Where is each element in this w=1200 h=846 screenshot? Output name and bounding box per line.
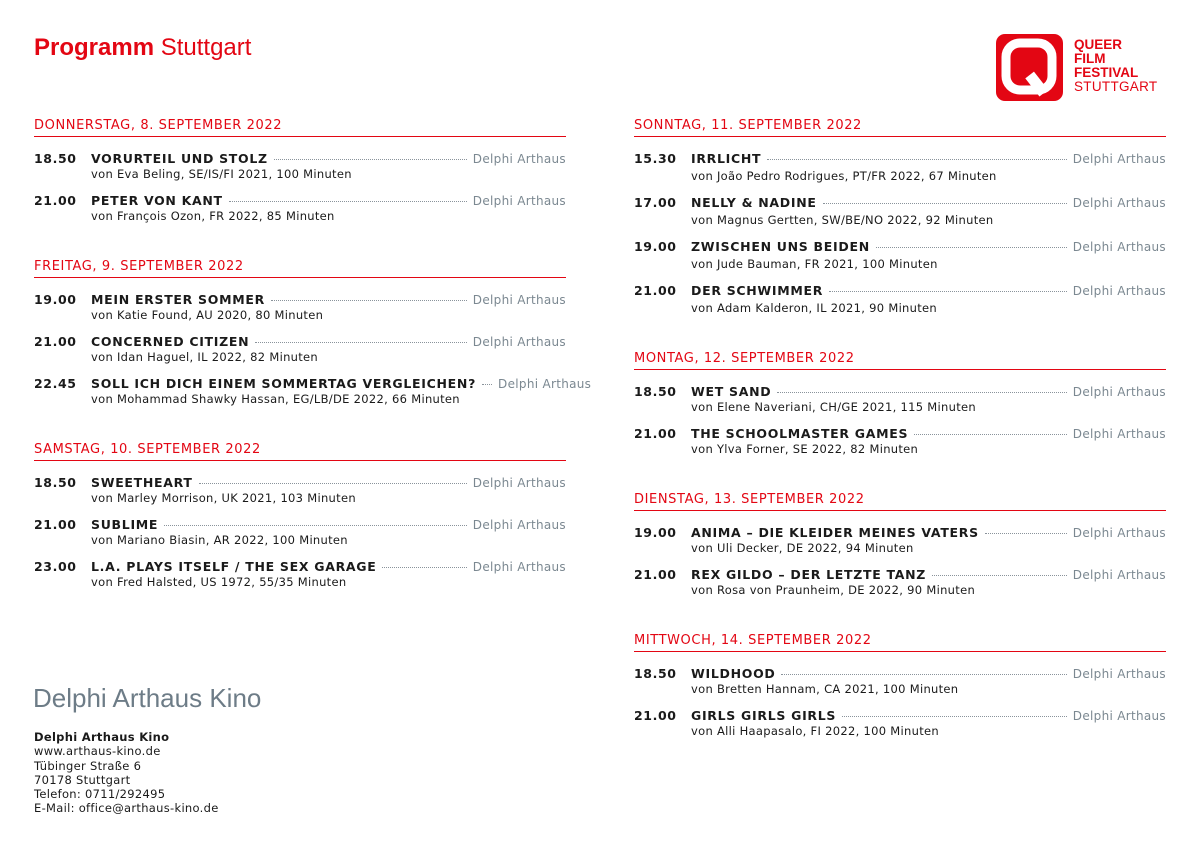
screening-entry bbox=[634, 567, 1166, 609]
screening-time: 17.00 bbox=[634, 195, 677, 210]
screening-time: 19.00 bbox=[634, 239, 677, 254]
day-section bbox=[634, 492, 1166, 609]
screening-entry bbox=[34, 475, 566, 517]
film-info: von Idan Haguel, IL 2022, 82 Minuten bbox=[91, 350, 319, 364]
day-section bbox=[634, 633, 1166, 750]
film-title: DER SCHWIMMER bbox=[691, 283, 824, 298]
venue-website[interactable]: www.arthaus-kino.de bbox=[34, 744, 161, 759]
festival-logo bbox=[996, 34, 1172, 104]
screening-title-row bbox=[691, 239, 1166, 254]
screening-entry bbox=[34, 334, 566, 376]
page-title-light: Stuttgart bbox=[160, 34, 252, 61]
venue-email[interactable]: E-Mail: office@arthaus-kino.de bbox=[34, 801, 219, 816]
day-header: MITTWOCH, 14. SEPTEMBER 2022 bbox=[634, 633, 1166, 652]
page-title-bold: Programm bbox=[34, 34, 155, 61]
day-header: SONNTAG, 11. SEPTEMBER 2022 bbox=[634, 118, 1166, 137]
day-header: SAMSTAG, 10. SEPTEMBER 2022 bbox=[34, 442, 566, 461]
screening-time: 21.00 bbox=[34, 517, 77, 532]
dotted-leader bbox=[229, 201, 467, 202]
screening-entry bbox=[634, 426, 1166, 468]
dotted-leader bbox=[777, 392, 1066, 393]
film-info: von Mariano Biasin, AR 2022, 100 Minuten bbox=[91, 533, 348, 547]
film-title: IRRLICHT bbox=[691, 151, 762, 166]
venue-name: Delphi Arthaus bbox=[1072, 152, 1166, 166]
film-title: ZWISCHEN UNS BEIDEN bbox=[691, 239, 870, 254]
screening-title-row bbox=[91, 193, 566, 208]
venue-name: Delphi Arthaus bbox=[1072, 709, 1166, 723]
screening-title-row bbox=[691, 151, 1166, 166]
day-section bbox=[34, 442, 566, 601]
screening-time: 21.00 bbox=[634, 426, 677, 441]
screening-time: 21.00 bbox=[34, 193, 77, 208]
film-info: von Elene Naveriani, CH/GE 2021, 115 Minuten bbox=[691, 400, 976, 414]
screening-time: 21.00 bbox=[634, 567, 677, 582]
dotted-leader bbox=[271, 300, 467, 301]
film-title: L.A. PLAYS ITSELF / THE SEX GARAGE bbox=[91, 559, 377, 574]
venue-name: Delphi Arthaus bbox=[472, 335, 566, 349]
venue-name: Delphi Arthaus bbox=[472, 476, 566, 490]
film-info: von Alli Haapasalo, FI 2022, 100 Minuten bbox=[691, 724, 939, 738]
screening-time: 19.00 bbox=[34, 292, 77, 307]
screening-entry bbox=[634, 666, 1166, 708]
film-info: von Adam Kalderon, IL 2021, 90 Minuten bbox=[691, 301, 938, 315]
venue-name: Delphi Arthaus bbox=[472, 518, 566, 532]
venue-name: Delphi Arthaus bbox=[1072, 667, 1166, 681]
screening-entry bbox=[634, 384, 1166, 426]
day-section bbox=[634, 118, 1166, 327]
screening-title-row bbox=[691, 384, 1166, 399]
film-title: ANIMA – DIE KLEIDER MEINES VATERS bbox=[691, 525, 979, 540]
film-title: VORURTEIL UND STOLZ bbox=[91, 151, 268, 166]
logo-line-film: FILM bbox=[1074, 51, 1106, 66]
venue-name: Delphi Arthaus bbox=[1072, 284, 1166, 298]
screening-time: 19.00 bbox=[634, 525, 677, 540]
film-info: von Katie Found, AU 2020, 80 Minuten bbox=[91, 308, 324, 322]
venue-name: Delphi Arthaus bbox=[472, 560, 566, 574]
screening-title-row bbox=[691, 525, 1166, 540]
screening-time: 18.50 bbox=[634, 666, 677, 681]
film-info: von Jude Bauman, FR 2021, 100 Minuten bbox=[691, 257, 938, 271]
screening-title-row bbox=[691, 195, 1166, 210]
screening-entry bbox=[34, 376, 592, 418]
screening-time: 21.00 bbox=[634, 708, 677, 723]
dotted-leader bbox=[829, 291, 1067, 292]
film-info: von Mohammad Shawky Hassan, EG/LB/DE 2022, 66 Minuten bbox=[91, 392, 460, 406]
film-title: WILDHOOD bbox=[691, 666, 776, 681]
logo-line-festival: FESTIVAL bbox=[1074, 65, 1139, 80]
dotted-leader bbox=[781, 674, 1066, 675]
venue-name: Delphi Arthaus bbox=[472, 293, 566, 307]
screening-time: 18.50 bbox=[34, 151, 77, 166]
venue-address bbox=[34, 730, 219, 816]
dotted-leader bbox=[767, 159, 1067, 160]
screening-title-row bbox=[691, 567, 1166, 582]
screening-entry bbox=[634, 708, 1166, 750]
venue-name: Delphi Arthaus bbox=[472, 194, 566, 208]
venue-name: Delphi Arthaus bbox=[1072, 196, 1166, 210]
q-logo-icon bbox=[996, 34, 1063, 101]
film-title: CONCERNED CITIZEN bbox=[91, 334, 250, 349]
film-info: von Magnus Gertten, SW/BE/NO 2022, 92 Minuten bbox=[691, 213, 994, 227]
screening-time: 21.00 bbox=[634, 283, 677, 298]
screening-entry bbox=[634, 283, 1166, 327]
dotted-leader bbox=[985, 533, 1067, 534]
screening-title-row bbox=[691, 283, 1166, 298]
venue-name: Delphi Arthaus bbox=[498, 377, 592, 391]
film-title: SOLL ICH DICH EINEM SOMMERTAG VERGLEICHEN? bbox=[91, 376, 477, 391]
screening-entry bbox=[634, 239, 1166, 283]
dotted-leader bbox=[914, 434, 1067, 435]
screening-title-row bbox=[91, 475, 566, 490]
screening-title-row bbox=[691, 426, 1166, 441]
dotted-leader bbox=[823, 203, 1067, 204]
film-title: GIRLS GIRLS GIRLS bbox=[691, 708, 837, 723]
film-info: von Uli Decker, DE 2022, 94 Minuten bbox=[691, 541, 914, 555]
film-title: WET SAND bbox=[691, 384, 772, 399]
venue-name: Delphi Arthaus Kino bbox=[34, 730, 170, 744]
film-title: MEIN ERSTER SOMMER bbox=[91, 292, 265, 307]
screening-time: 18.50 bbox=[34, 475, 77, 490]
day-section bbox=[34, 259, 592, 418]
screening-title-row bbox=[91, 559, 566, 574]
logo-line-queer: QUEER bbox=[1074, 37, 1123, 52]
page-title bbox=[34, 34, 251, 62]
film-info: von Rosa von Praunheim, DE 2022, 90 Minuten bbox=[691, 583, 976, 597]
venue-name: Delphi Arthaus bbox=[1072, 526, 1166, 540]
dotted-leader bbox=[876, 247, 1067, 248]
screening-entry bbox=[34, 151, 566, 193]
venue-name: Delphi Arthaus bbox=[472, 152, 566, 166]
venue-city: 70178 Stuttgart bbox=[34, 772, 131, 787]
film-title: PETER VON KANT bbox=[91, 193, 223, 208]
day-header: FREITAG, 9. SEPTEMBER 2022 bbox=[34, 259, 566, 278]
screening-title-row bbox=[91, 376, 592, 391]
screening-entry bbox=[34, 517, 566, 559]
venue-name: Delphi Arthaus bbox=[1072, 385, 1166, 399]
dotted-leader bbox=[382, 567, 466, 568]
day-section bbox=[634, 351, 1166, 468]
venue-name: Delphi Arthaus bbox=[1072, 240, 1166, 254]
screening-time: 23.00 bbox=[34, 559, 77, 574]
screening-title-row bbox=[691, 708, 1166, 723]
dotted-leader bbox=[932, 575, 1067, 576]
day-header: DIENSTAG, 13. SEPTEMBER 2022 bbox=[634, 492, 1166, 511]
film-title: SUBLIME bbox=[91, 517, 159, 532]
screening-entry bbox=[634, 195, 1166, 239]
day-header: MONTAG, 12. SEPTEMBER 2022 bbox=[634, 351, 1166, 370]
film-info: von François Ozon, FR 2022, 85 Minuten bbox=[91, 209, 335, 223]
film-title: SWEETHEART bbox=[91, 475, 193, 490]
film-info: von João Pedro Rodrigues, PT/FR 2022, 67 Minuten bbox=[691, 169, 997, 183]
screening-entry bbox=[34, 193, 566, 235]
venue-phone: Telefon: 0711/292495 bbox=[34, 787, 166, 802]
film-title: THE SCHOOLMASTER GAMES bbox=[691, 426, 909, 441]
venue-name: Delphi Arthaus bbox=[1072, 568, 1166, 582]
screening-title-row bbox=[91, 151, 566, 166]
screening-time: 15.30 bbox=[634, 151, 677, 166]
dotted-leader bbox=[842, 716, 1067, 717]
film-info: von Bretten Hannam, CA 2021, 100 Minuten bbox=[691, 682, 959, 696]
screening-entry bbox=[634, 525, 1166, 567]
screening-entry bbox=[634, 151, 1166, 195]
dotted-leader bbox=[255, 342, 467, 343]
schedule-right-column bbox=[634, 118, 1166, 774]
dotted-leader bbox=[274, 159, 467, 160]
schedule-left-column bbox=[34, 118, 592, 625]
dotted-leader bbox=[199, 483, 467, 484]
screening-title-row bbox=[91, 334, 566, 349]
kino-logo: Delphi Arthaus Kino bbox=[33, 683, 262, 713]
film-info: von Fred Halsted, US 1972, 55/35 Minuten bbox=[91, 575, 347, 589]
dotted-leader bbox=[482, 384, 492, 385]
day-header: DONNERSTAG, 8. SEPTEMBER 2022 bbox=[34, 118, 566, 137]
dotted-leader bbox=[164, 525, 467, 526]
screening-title-row bbox=[691, 666, 1166, 681]
film-info: von Ylva Forner, SE 2022, 82 Minuten bbox=[691, 442, 919, 456]
screening-time: 21.00 bbox=[34, 334, 77, 349]
screening-time: 18.50 bbox=[634, 384, 677, 399]
screening-entry bbox=[34, 292, 566, 334]
day-section bbox=[34, 118, 566, 235]
venue-street: Tübinger Straße 6 bbox=[34, 758, 142, 773]
film-info: von Eva Beling, SE/IS/FI 2021, 100 Minuten bbox=[91, 167, 352, 181]
screening-title-row bbox=[91, 517, 566, 532]
venue-name: Delphi Arthaus bbox=[1072, 427, 1166, 441]
film-title: REX GILDO – DER LETZTE TANZ bbox=[691, 567, 927, 582]
film-info: von Marley Morrison, UK 2021, 103 Minuten bbox=[91, 491, 356, 505]
film-title: NELLY & NADINE bbox=[691, 195, 817, 210]
logo-text bbox=[1074, 38, 1157, 94]
screening-time: 22.45 bbox=[34, 376, 77, 391]
screening-title-row bbox=[91, 292, 566, 307]
logo-line-stuttgart: STUTTGART bbox=[1074, 79, 1158, 94]
screening-entry bbox=[34, 559, 566, 601]
